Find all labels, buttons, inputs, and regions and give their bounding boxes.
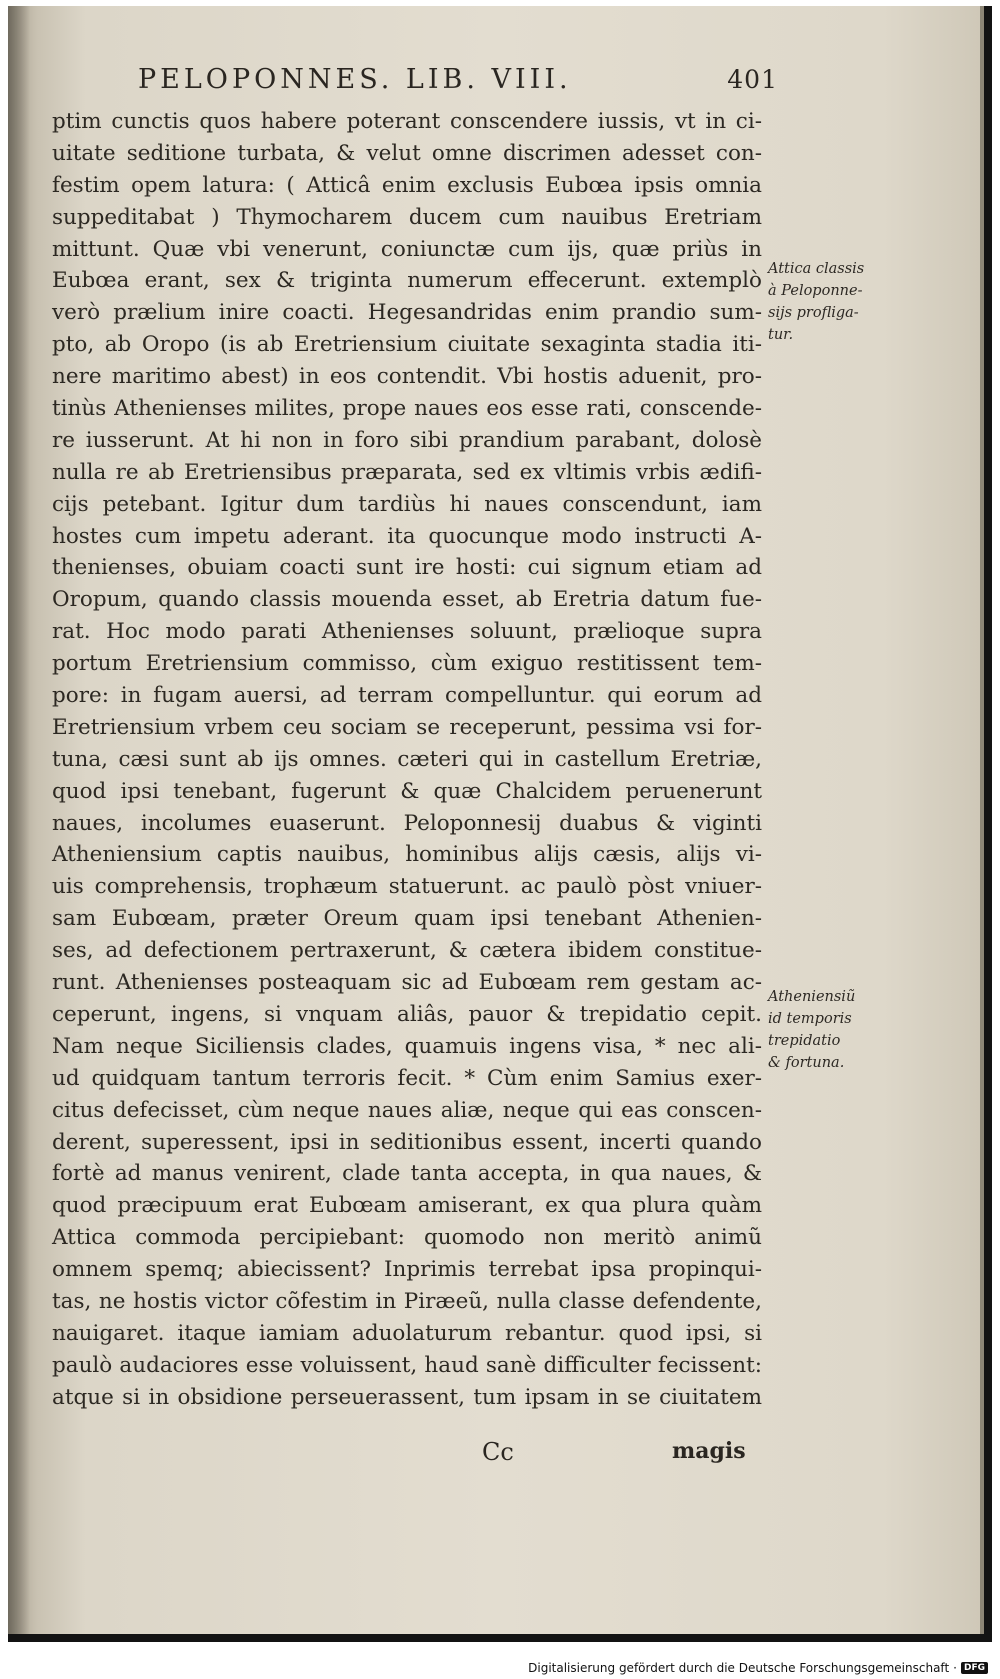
text-line: runt. Athenienses posteaquam sic ad Eubœam rem gestam ac- — [52, 970, 762, 996]
dfg-logo-icon: DFG — [961, 1662, 988, 1674]
text-line: ptim cunctis quos habere poterant conscendere iussis, vt in ci- — [52, 109, 762, 134]
text-line: thenienses, obuiam coacti sunt ire hosti: cui signum etiam ad — [52, 555, 762, 581]
text-line: naues, incolumes euaserunt. Peloponnesij duabus & viginti — [52, 810, 762, 836]
text-line: atque si in obsidione perseuerassent, tum ipsam in se ciuitatem — [52, 1384, 762, 1410]
scanned-page-frame — [8, 6, 992, 1642]
digitization-credit: Digitalisierung gefördert durch die Deutsche Forschungsgemeinschaft · DFG — [528, 1661, 988, 1675]
text-line: uis comprehensis, trophæum statuerunt. ac paulò pòst vniuer- — [52, 874, 762, 900]
catchword: magis — [672, 1438, 746, 1464]
text-line: nulla re ab Eretriensibus præparata, sed ex vltimis vrbis ædifi- — [52, 459, 762, 485]
text-line: tuna, cæsi sunt ab ijs omnes. cæteri qui in castellum Eretriæ, — [52, 746, 762, 772]
body-text — [52, 106, 762, 1414]
credit-text: Digitalisierung gefördert durch die Deutsche Forschungsgemeinschaft — [528, 1661, 950, 1675]
text-line: rat. Hoc modo parati Athenienses soluunt, prælioque supra — [52, 619, 762, 645]
text-line: Atheniensium captis nauibus, hominibus alijs cæsis, alijs vi- — [52, 842, 762, 868]
page-header — [138, 64, 778, 95]
text-line: nere maritimo abest) in eos contendit. Vbi hostis aduenit, pro- — [52, 364, 762, 390]
text-line: pore: in fugam auersi, ad terram compelluntur. qui eorum ad — [52, 683, 762, 709]
text-line: citus defecisset, cùm neque naues aliæ, neque qui eas conscen- — [52, 1097, 762, 1123]
signature-mark: Cc — [482, 1438, 514, 1466]
text-line: Nam neque Siciliensis clades, quamuis ingens visa, * nec ali- — [52, 1033, 762, 1059]
text-line: derent, superessent, ipsi in seditionibus essent, incerti quando — [52, 1129, 762, 1155]
text-line: ceperunt, ingens, si vnquam aliâs, pauor & trepidatio cepit. — [52, 1001, 762, 1027]
text-line: paulò audaciores esse voluissent, haud sanè difficulter fecissent: — [52, 1352, 762, 1378]
text-line: tas, ne hostis victor cõfestim in Piræeũ, nulla classe defendente, — [52, 1288, 762, 1314]
text-line: Eretriensium vrbem ceu sociam se receperunt, pessima vsi for- — [52, 714, 762, 740]
text-line: ud quidquam tantum terroris fecit. * Cùm enim Samius exer- — [52, 1065, 762, 1091]
text-line: verò prælium inire coacti. Hegesandridas enim prandio sum- — [52, 300, 762, 326]
text-line: portum Eretriensium commisso, cùm exiguo restitissent tem- — [52, 651, 762, 677]
book-page — [8, 6, 984, 1634]
text-line: nauigaret. itaque iamiam aduolaturum rebantur. quod ipsi, si — [52, 1320, 762, 1346]
text-line: pto, ab Oropo (is ab Eretriensium ciuitate sexaginta stadia iti- — [52, 332, 762, 358]
text-line: tinùs Athenienses milites, prope naues eos esse rati, conscende- — [52, 396, 762, 422]
text-line: fortè ad manus venirent, clade tanta accepta, in qua naues, & — [52, 1161, 762, 1187]
page-number: 401 — [727, 65, 778, 94]
margin-note-attica: Attica classis à Peloponne- sijs profliga- tur. — [768, 261, 865, 343]
text-line: cijs petebant. Igitur dum tardiùs hi naues conscendunt, iam — [52, 491, 762, 517]
text-line: quod ipsi tenebant, fugerunt & quæ Chalcidem peruenerunt — [52, 778, 762, 804]
page-gutter-shadow — [8, 6, 30, 1634]
text-line: uitate seditione turbata, & velut omne discrimen adesset con- — [52, 140, 762, 166]
text-line: festim opem latura: ( Atticâ enim exclusis Eubœa ipsis omnia — [52, 172, 762, 198]
text-line: mittunt. Quæ vbi venerunt, coniunctæ cum ijs, quæ priùs in — [52, 236, 762, 262]
margin-note-athenienses: Atheniensiũ id temporis trepidatio & fortuna. — [768, 989, 856, 1071]
text-line: suppeditabat ) Thymocharem ducem cum nauibus Eretriam — [52, 204, 762, 230]
text-line: Oropum, quando classis mouenda esset, ab Eretria datum fue- — [52, 587, 762, 613]
text-line: sam Eubœam, præter Oreum quam ipsi tenebant Athenien- — [52, 906, 762, 932]
text-line: omnem spemq; abiecissent? Inprimis terrebat ipsa propinqui- — [52, 1257, 762, 1283]
text-line: ses, ad defectionem pertraxerunt, & cætera ibidem constitue- — [52, 938, 762, 964]
running-title: PELOPONNES. LIB. VIII. — [138, 64, 572, 95]
text-line: re iusserunt. At hi non in foro sibi prandium parabant, dolosè — [52, 427, 762, 453]
text-line: hostes cum impetu aderant. ita quocunque modo instructi A- — [52, 523, 762, 549]
text-line: Eubœa erant, sex & triginta numerum effecerunt. extemplò — [52, 268, 762, 294]
text-line: Attica commoda percipiebant: quomodo non meritò animũ — [52, 1225, 762, 1251]
text-line: quod præcipuum erat Eubœam amiserant, ex qua plura quàm — [52, 1193, 762, 1219]
